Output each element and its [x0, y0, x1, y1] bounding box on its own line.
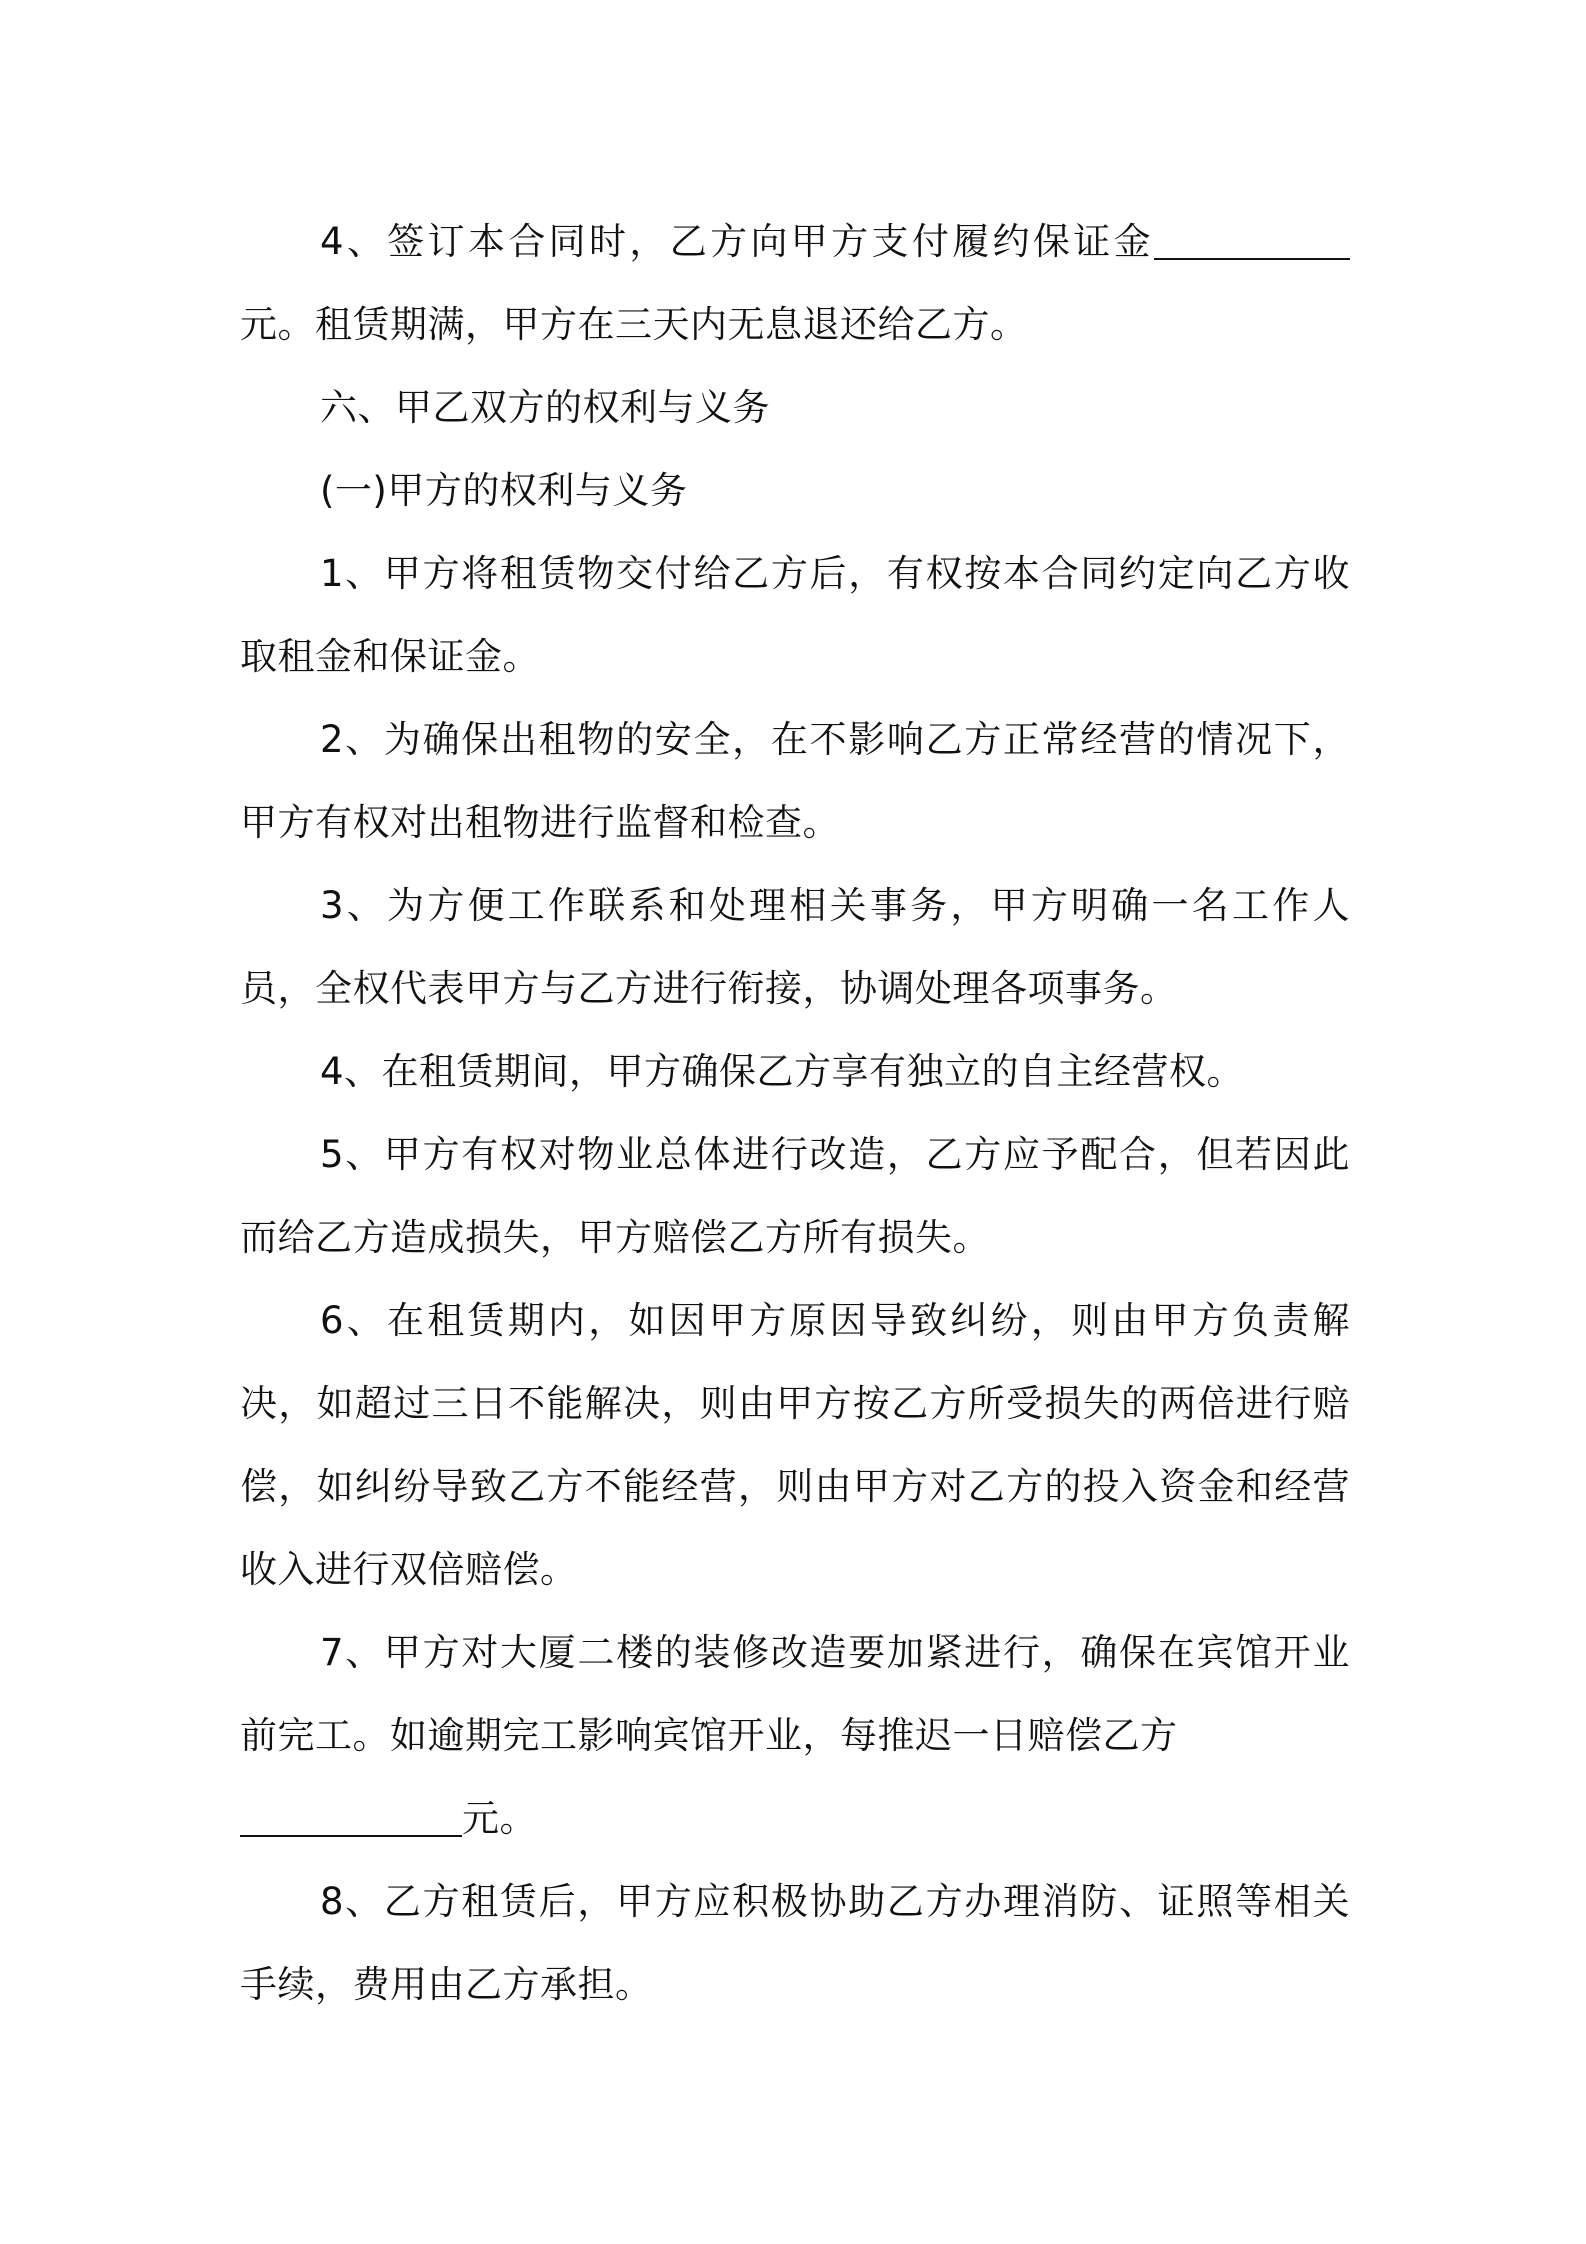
item-7-text-a: 7、甲方对大厦二楼的装修改造要加紧进行，确保在宾馆开业前完工。如逾期完工影响宾馆开业，每推迟一日赔偿乙方	[240, 1631, 1350, 1757]
item-7-text-b: 元。	[462, 1797, 537, 1840]
deposit-amount-blank	[1154, 221, 1350, 260]
list-item: 4、在租赁期间，甲方确保乙方享有独立的自主经营权。	[320, 1050, 1245, 1093]
item-7	[240, 1611, 1350, 1860]
document-body	[240, 200, 1350, 2026]
clause-4-text-a: 4、签订本合同时，乙方向甲方支付履约保证金	[320, 220, 1154, 263]
list-item: 3、为方便工作联系和处理相关事务，甲方明确一名工作人员，全权代表甲方与乙方进行衔接，协调处理各项事务。	[240, 884, 1350, 1010]
list-item: 8、乙方租赁后，甲方应积极协助乙方办理消防、证照等相关手续，费用由乙方承担。	[240, 1880, 1350, 2006]
list-item: 6、在租赁期内，如因甲方原因导致纠纷，则由甲方负责解决，如超过三日不能解决，则由甲方按乙方所受损失的两倍进行赔偿，如纠纷导致乙方不能经营，则由甲方对乙方的投入资金和经营收入进行双倍赔偿。	[240, 1299, 1350, 1591]
daily-compensation-blank	[240, 1798, 462, 1837]
subsection-1-title: (一)甲方的权利与义务	[320, 469, 688, 512]
clause-4-deposit	[240, 200, 1350, 366]
list-item: 5、甲方有权对物业总体进行改造，乙方应予配合，但若因此而给乙方造成损失，甲方赔偿乙方所有损失。	[240, 1133, 1350, 1259]
clause-4-text-b: 元。租赁期满，甲方在三天内无息退还给乙方。	[240, 303, 1028, 346]
list-item: 2、为确保出租物的安全，在不影响乙方正常经营的情况下，甲方有权对出租物进行监督和检查。	[240, 718, 1350, 844]
section-6-title: 六、甲乙双方的权利与义务	[320, 386, 770, 429]
list-item: 1、甲方将租赁物交付给乙方后，有权按本合同约定向乙方收取租金和保证金。	[240, 552, 1350, 678]
